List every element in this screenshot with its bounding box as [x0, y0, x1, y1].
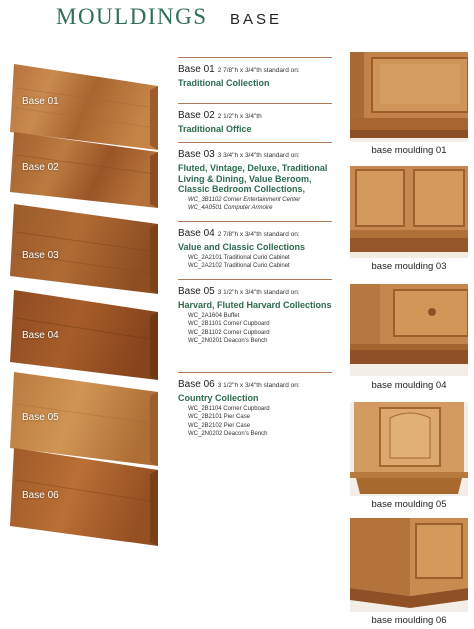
spec-collection: Value and Classic Collections — [178, 242, 306, 252]
photo-base-moulding-01 — [350, 52, 468, 142]
spec-item: WC_2B1104 Corner Cupboard — [188, 405, 270, 412]
sample-label: Base 03 — [22, 250, 59, 261]
moulding-sample-04 — [10, 288, 158, 380]
spec-base-04 — [178, 221, 332, 271]
photo-base-moulding-05 — [350, 402, 468, 496]
divider — [178, 221, 332, 222]
photo-base-moulding-03 — [350, 166, 468, 258]
spec-item: WC_4A0501 Computer Armoire — [188, 205, 273, 211]
spec-code: Base 01 — [178, 64, 215, 75]
spec-item: WC_2B1102 Corner Cupboard — [188, 329, 270, 336]
photo-caption: base moulding 06 — [371, 615, 447, 626]
spec-base-02 — [178, 103, 332, 135]
divider — [178, 279, 332, 280]
spec-item: WC_2A2101 Traditional Curio Cabinet — [188, 254, 290, 261]
photo-caption: base moulding 01 — [371, 145, 447, 156]
spec-collection: Harvard, Fluted Harvard Collections — [178, 300, 332, 310]
spec-item: WC_2N0202 Deacon's Bench — [188, 431, 268, 437]
spec-size: 2 7/8"h x 3/4"th standard on: — [217, 231, 300, 238]
spec-item: WC_2B2102 Pier Case — [188, 422, 251, 429]
spec-size: 2 1/2"h x 3/4"th — [217, 113, 262, 120]
divider — [178, 57, 332, 58]
sample-label: Base 02 — [22, 162, 59, 173]
photo-caption: base moulding 04 — [371, 380, 447, 391]
divider — [178, 142, 332, 143]
sample-label: Base 06 — [22, 490, 59, 501]
page-title: MOULDINGS — [56, 4, 208, 29]
spec-item: WC_3B1102 Corner Entertainment Center — [188, 196, 301, 203]
spec-code: Base 05 — [178, 286, 215, 297]
spec-item: WC_2A1604 Buffet — [188, 312, 240, 319]
spec-collection: Traditional Office — [178, 124, 252, 134]
moulding-sample-02 — [10, 130, 158, 208]
spec-base-05 — [178, 279, 332, 346]
spec-base-01 — [178, 57, 332, 89]
sample-label: Base 01 — [22, 96, 59, 107]
sample-label: Base 04 — [22, 330, 59, 341]
spec-item: WC_2N0201 Deacon's Bench — [188, 338, 268, 344]
moulding-sample-06 — [10, 446, 158, 546]
photo-caption: base moulding 03 — [371, 261, 447, 272]
spec-size: 3 3/4"h x 3/4"th standard on: — [217, 152, 300, 159]
photo-base-moulding-04 — [350, 284, 468, 376]
spec-collection: Country Collection — [178, 393, 259, 403]
spec-size: 2 7/8"h x 3/4"th standard on: — [217, 67, 300, 74]
spec-base-03 — [178, 142, 332, 213]
page-header — [56, 4, 282, 30]
spec-code: Base 06 — [178, 379, 215, 390]
spec-base-06 — [178, 372, 332, 439]
spec-size: 3 1/2"h x 3/4"th standard on: — [217, 289, 300, 296]
spec-item: WC_2A2102 Traditional Curio Cabinet — [188, 263, 290, 269]
spec-collection: Traditional Collection — [178, 78, 270, 88]
spec-size: 3 1/2"h x 3/4"th standard on: — [217, 382, 300, 389]
spec-collection: Fluted, Vintage, Deluxe, Traditional Living & Dining, Value Beroom, Classic Bedroom Collections, — [178, 163, 328, 194]
spec-code: Base 04 — [178, 228, 215, 239]
spec-item: WC_2B1101 Corner Cupboard — [188, 321, 270, 327]
page-subtitle: BASE — [229, 11, 282, 28]
divider — [178, 103, 332, 104]
spec-code: Base 03 — [178, 149, 215, 160]
moulding-sample-03 — [10, 202, 158, 294]
sample-label: Base 05 — [22, 412, 59, 423]
spec-item: WC_2B2101 Pier Case — [188, 414, 251, 420]
divider — [178, 372, 332, 373]
spec-code: Base 02 — [178, 110, 215, 121]
photo-caption: base moulding 05 — [371, 499, 447, 510]
photo-base-moulding-06 — [350, 518, 468, 612]
